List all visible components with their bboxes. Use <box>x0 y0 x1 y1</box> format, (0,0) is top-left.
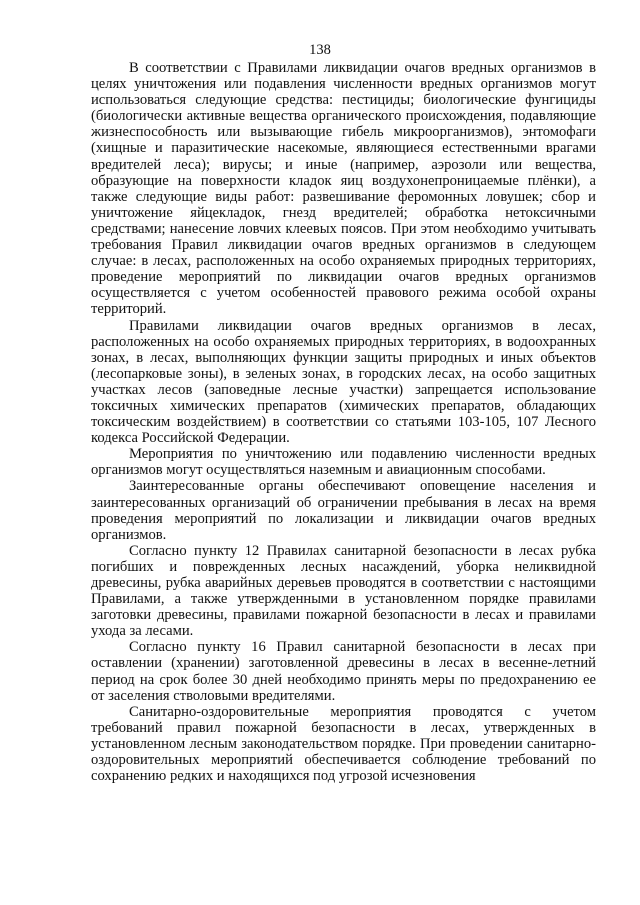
paragraph: Согласно пункту 16 Правил санитарной безопасности в лесах при оставлении (хранении) заготовленной древесины в лесах в весенне-летний период на срок более 30 дней необходимо принять меры по предохранению ее от заселения стволовыми вредителями. <box>91 639 596 704</box>
paragraph: Санитарно-оздоровительные мероприятия проводятся с учетом требований правил пожарной безопасности в лесах, утвержденных в установленном лесным законодательством порядке. При проведении санитарно-оздоровительных мероприятий обеспечивается соблюдение требований по сохранению редких и находящихся под угрозой исчезновения <box>91 703 596 785</box>
paragraph: В соответствии с Правилами ликвидации очагов вредных организмов в целях уничтожения или подавления численности вредных организмов могут использоваться следующие средства: пестициды; биологические фунгициды (биологически активные вещества органического происхождения, подавляющие жизнеспособность или вызывающие гибель микроорганизмов), энтомофаги (хищные и паразитические насекомые, являющиеся естественными врагами вредителей леса); вирусы; и иные (например, аэрозоли или вещества, образующие на поверхности кладок яиц воздухонепроницаемые плёнки), а также следующие виды работ: развешивание феромонных ловушек; сбор и уничтожение яйцекладок, гнезд вредителей; обработка нетоксичными средствами; нанесение ловчих клеевых поясов. При этом необходимо учитывать требования Правил ликвидации очагов вредных организмов в следующем случае: в лесах, расположенных на особо охраняемых природных территориях, проведение мероприятий по ликвидации очагов вредных организмов осуществляется с учетом особенностей правового режима особой охраны территорий. <box>91 60 596 318</box>
paragraph: Согласно пункту 12 Правилах санитарной безопасности в лесах рубка погибших и поврежденных лесных насаждений, уборка неликвидной древесины, рубка аварийных деревьев проводятся в соответствии с настоящими Правилами, а также утвержденными в установленном порядке правилами заготовки древесины, правилами пожарной безопасности в лесах и правилами ухода за лесами. <box>91 542 596 640</box>
paragraph: Мероприятия по уничтожению или подавлению численности вредных организмов могут осуществляться наземным и авиационным способами. <box>91 446 596 479</box>
body-text <box>91 60 596 784</box>
paragraph: Правилами ликвидации очагов вредных организмов в лесах, расположенных на особо охраняемых природных территориях, в водоохранных зонах, в лесах, выполняющих функции защиты природных и иных объектов (лесопарковые зоны), в зеленых зонах, в городских лесах, на особо защитных участках лесов (заповедные лесные участки) запрещается использование токсичных химических препаратов (химических препаратов, обладающих токсическим воздействием) в соответствии со статьями 103-105, 107 Лесного кодекса Российской Федерации. <box>91 317 596 447</box>
paragraph: Заинтересованные органы обеспечивают оповещение населения и заинтересованных организаций об ограничении пребывания в лесах на время проведения мероприятий по локализации и ликвидации очагов вредных организмов. <box>91 478 596 543</box>
page-number: 138 <box>309 42 331 58</box>
